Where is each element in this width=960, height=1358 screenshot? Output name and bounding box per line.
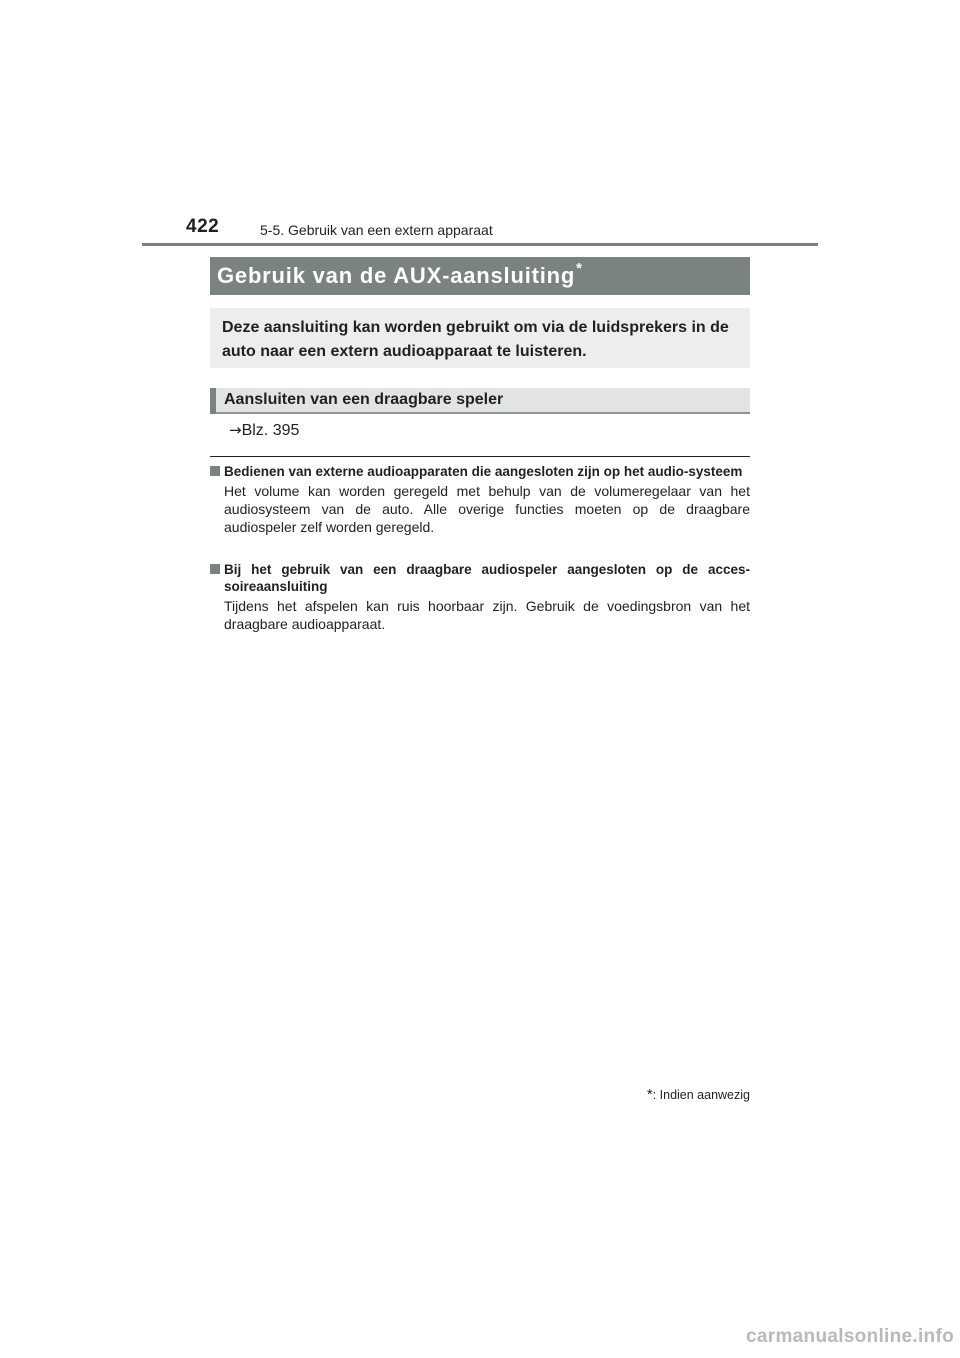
page-reference[interactable] — [229, 421, 299, 440]
footnote-text: : Indien aanwezig — [652, 1088, 750, 1102]
subsection-heading — [210, 388, 750, 414]
subsection-accent-bar — [210, 388, 216, 414]
note-heading: Bedienen van externe audioapparaten die aangesloten zijn op het audio-systeem — [224, 464, 743, 479]
intro-box — [210, 308, 750, 368]
subsection-heading-text: Aansluiten van een draagbare speler — [224, 391, 504, 408]
page-number: 422 — [186, 216, 220, 237]
page-title-text: Gebruik van de AUX-aansluiting — [217, 263, 576, 288]
header-divider — [142, 243, 818, 246]
arrow-right-icon: → — [229, 421, 242, 439]
asterisk-icon: * — [576, 260, 583, 277]
note-heading: Bij het gebruik van een draagbare audiospeler aangesloten op de acces-soireaansluiting — [224, 562, 750, 594]
section-breadcrumb: 5-5. Gebruik van een extern apparaat — [260, 222, 493, 238]
section-divider — [210, 456, 750, 457]
watermark: carmanualsonline.info — [746, 1326, 954, 1347]
asterisk-icon: * — [646, 1086, 653, 1103]
note-body: Tijdens het afspelen kan ruis hoorbaar zijn. Gebruik de voedingsbron van het draagbare audioapparaat. — [224, 598, 750, 632]
page-header — [0, 0, 960, 246]
square-bullet-icon — [210, 466, 220, 476]
page-title-bar — [210, 257, 750, 295]
intro-text: Deze aansluiting kan worden gebruikt om via de luidsprekers in de auto naar een extern audioapparaat te luisteren. — [222, 319, 729, 360]
footnote — [647, 1086, 750, 1103]
note-item — [210, 463, 750, 536]
note-body: Het volume kan worden geregeld met behulp van de volumeregelaar van het audiosysteem van de auto. Alle overige functies moeten op de draagbare audiospeler zelf worden geregeld. — [224, 483, 750, 535]
square-bullet-icon — [210, 564, 220, 574]
note-item — [210, 561, 750, 633]
page-title — [217, 260, 583, 289]
page-reference-text[interactable]: Blz. 395 — [241, 422, 300, 439]
